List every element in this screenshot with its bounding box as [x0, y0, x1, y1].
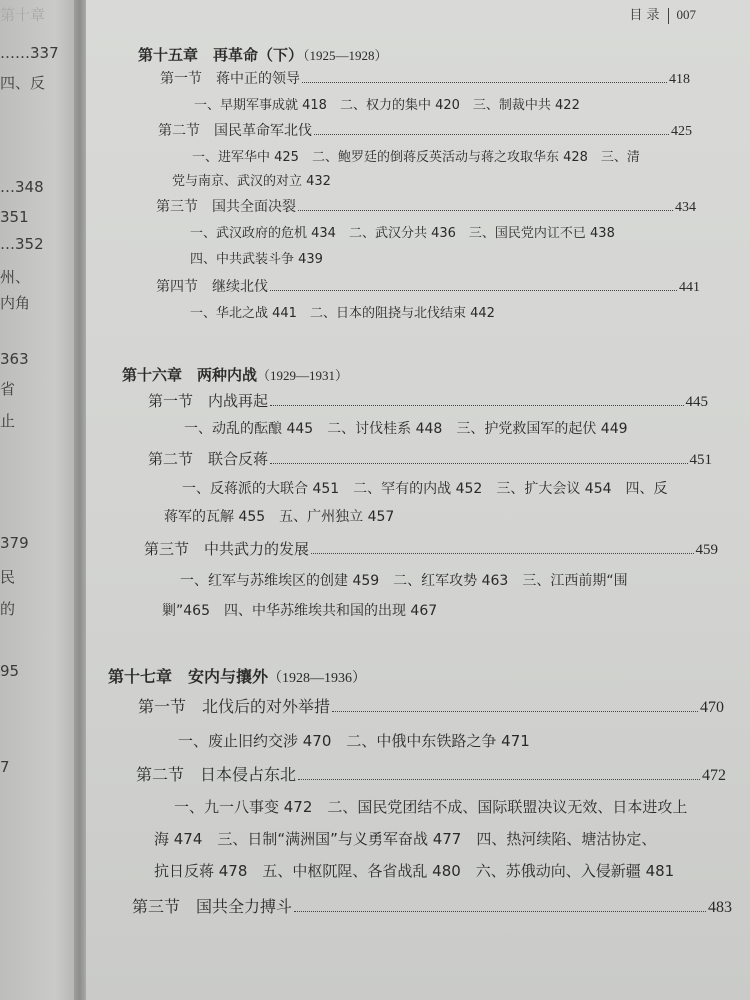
- section-entry: [138, 694, 724, 717]
- subsection-line: 四、中共武装斗争 439: [190, 252, 323, 267]
- section-entry: [148, 390, 708, 411]
- section-entry: [158, 120, 692, 140]
- left-fragment: 第十章: [0, 6, 46, 24]
- section-title: 第三节 中共武力的发展: [144, 540, 310, 558]
- section-page: 418: [669, 72, 690, 87]
- section-title: 第二节 联合反蒋: [148, 450, 269, 468]
- section-title: 第二节 日本侵占东北: [136, 765, 297, 784]
- subsection-line: 一、进军华中 425 二、鲍罗廷的倒蒋反英活动与蒋之攻取华东 428 三、清: [192, 150, 640, 165]
- section-title: 第四节 继续北伐: [156, 279, 268, 295]
- chapter-title: [122, 364, 348, 385]
- subsection-line: 海 474 三、日制“满洲国”与义勇军奋战 477 四、热河续陷、塘沽协定、: [154, 830, 657, 848]
- chapter-name: 第十七章 安内与攘外: [108, 667, 269, 686]
- subsection-line: 一、废止旧约交涉 470 二、中俄中东铁路之争 471: [178, 732, 530, 750]
- header-label: 目 录: [629, 8, 660, 23]
- left-fragment: 7: [0, 758, 10, 776]
- section-page: 470: [700, 699, 724, 716]
- section-page: 451: [689, 452, 712, 468]
- section-page: 434: [675, 200, 696, 215]
- section-entry: [132, 894, 732, 917]
- page-number: 007: [676, 7, 696, 22]
- section-page: 472: [702, 767, 726, 784]
- left-fragment: 四、反: [0, 74, 46, 92]
- chapter-years: （1925—1928）: [303, 48, 388, 63]
- subsection-line: 一、红军与苏维埃区的创建 459 二、红军攻势 463 三、江西前期“围: [180, 573, 628, 589]
- left-fragment: …348: [0, 178, 44, 196]
- section-entry: [144, 538, 718, 559]
- section-entry: [156, 276, 700, 296]
- section-entry: [160, 68, 690, 88]
- subsection-line: 抗日反蒋 478 五、中枢阢陧、各省战乱 480 六、苏俄动向、入侵新疆 481: [154, 862, 675, 880]
- toc-page: [86, 0, 750, 1000]
- section-title: 第三节 国共全力搏斗: [132, 897, 293, 916]
- section-entry: [148, 448, 712, 469]
- section-title: 第一节 内战再起: [148, 392, 269, 410]
- subsection-line: 一、武汉政府的危机 434 二、武汉分共 436 三、国民党内讧不已 438: [190, 226, 615, 241]
- left-fragment: 363: [0, 350, 29, 368]
- chapter-years: （1928—1936）: [268, 671, 367, 686]
- left-fragment: 止: [0, 412, 16, 430]
- left-fragment: 的: [0, 600, 16, 618]
- subsection-line: 剿”465 四、中华苏维埃共和国的出现 467: [162, 603, 438, 619]
- section-page: 441: [679, 280, 700, 295]
- section-title: 第二节 国民革命军北伐: [158, 123, 312, 139]
- subsection-line: 一、动乱的酝酿 445 二、讨伐桂系 448 三、护党救国军的起伏 449: [184, 421, 628, 437]
- chapter-title: [108, 664, 366, 687]
- chapter-years: （1929—1931）: [257, 368, 349, 383]
- left-fragment: 351: [0, 208, 29, 226]
- chapter-name: 第十五章 再革命（下）: [138, 46, 304, 64]
- left-fragment: ……337: [0, 44, 59, 62]
- left-fragment: 95: [0, 662, 20, 680]
- section-entry: [156, 196, 696, 216]
- page-header: [629, 4, 696, 24]
- section-page: 445: [685, 394, 708, 410]
- chapter-title: [138, 44, 388, 65]
- left-fragment: 内角: [0, 294, 31, 312]
- subsection-line: 一、华北之战 441 二、日本的阻挠与北伐结束 442: [190, 306, 495, 321]
- section-title: 第三节 国共全面决裂: [156, 199, 296, 215]
- section-page: 459: [695, 542, 718, 558]
- subsection-line: 一、早期军事成就 418 二、权力的集中 420 三、制裁中共 422: [194, 98, 580, 113]
- left-fragment: 379: [0, 534, 29, 552]
- left-page-margin: [0, 0, 78, 1000]
- subsection-line: 一、反蒋派的大联合 451 二、罕有的内战 452 三、扩大会议 454 四、反: [182, 481, 668, 497]
- left-fragment: 省: [0, 380, 16, 398]
- section-title: 第一节 北伐后的对外举措: [138, 697, 331, 716]
- section-page: 425: [671, 124, 692, 139]
- left-fragment: …352: [0, 235, 44, 253]
- section-page: 483: [708, 899, 732, 916]
- section-entry: [136, 762, 726, 785]
- subsection-line: 蒋军的瓦解 455 五、广州独立 457: [164, 509, 395, 525]
- left-fragment: 民: [0, 568, 16, 586]
- subsection-line: 党与南京、武汉的对立 432: [172, 174, 331, 189]
- section-title: 第一节 蒋中正的领导: [160, 71, 300, 87]
- left-fragment: 州、: [0, 268, 31, 286]
- chapter-name: 第十六章 两种内战: [122, 366, 258, 384]
- subsection-line: 一、九一八事变 472 二、国民党团结不成、国际联盟决议无效、日本进攻上: [174, 798, 688, 816]
